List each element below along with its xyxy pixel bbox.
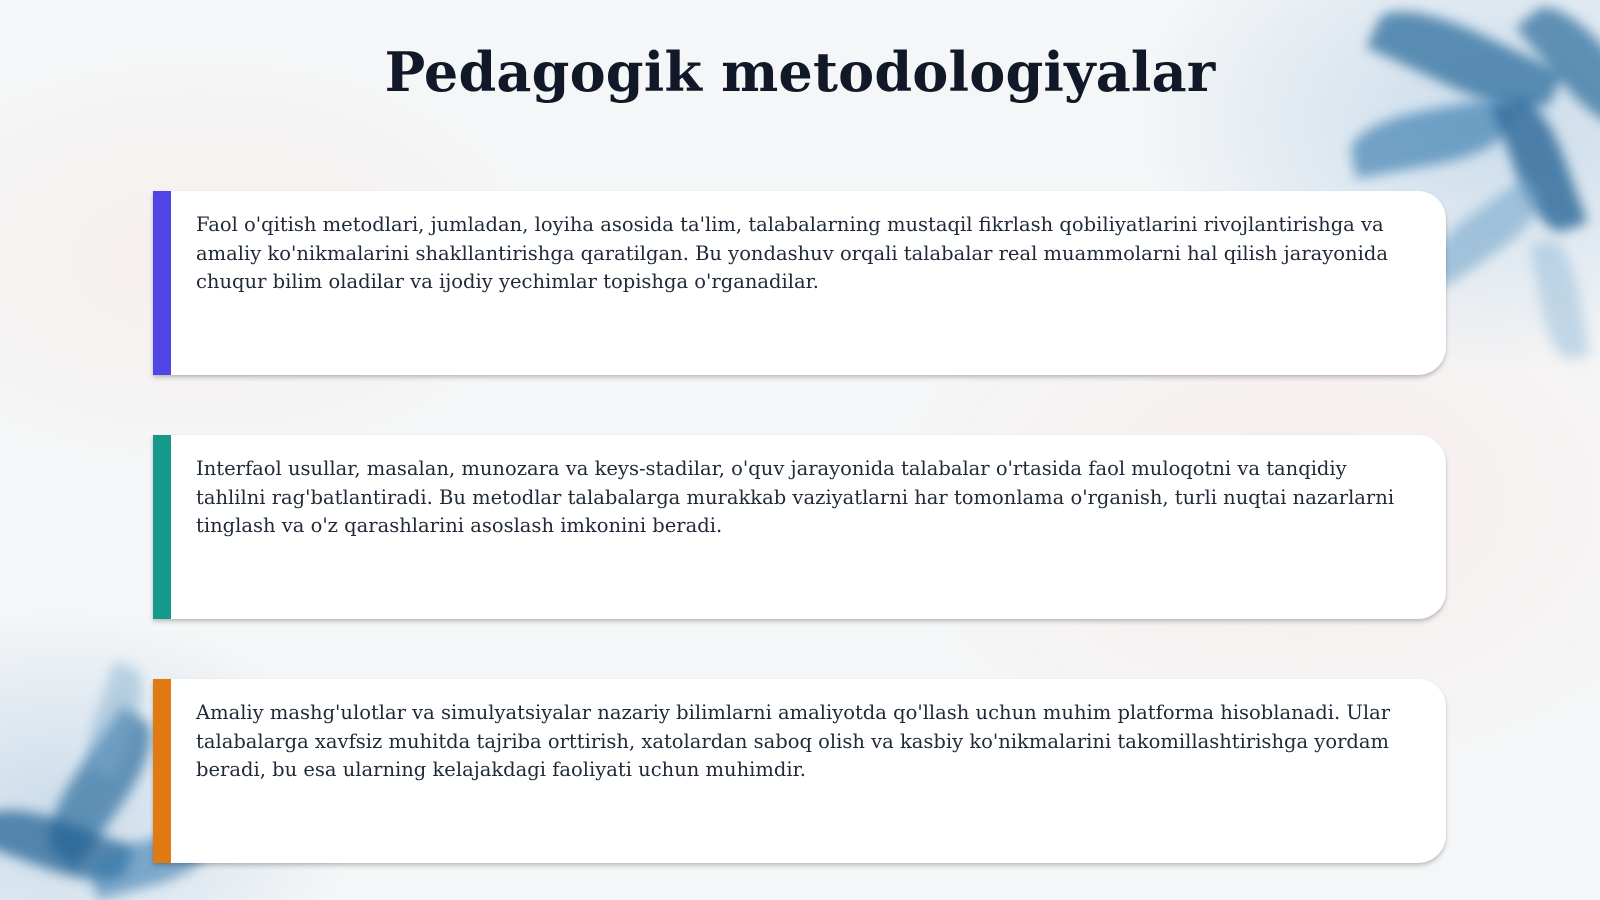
card-accent-bar [153, 191, 171, 375]
card-text: Interfaol usullar, masalan, munozara va keys-stadilar, o'quv jarayonida talabalar o'rtasida faol muloqotni va tanqidiy tahlilni rag'batlantiradi. Bu metodlar talabalarga murakkab vaziyatlarni har tomonlama o'rganish, turli nuqtai nazarlarni tinglash va o'z qarashlarini asoslash imkonini beradi. [196, 457, 1395, 537]
slide-title: Pedagogik metodologiyalar [384, 40, 1216, 104]
methodology-card [153, 191, 1446, 375]
card-text: Faol o'qitish metodlari, jumladan, loyiha asosida ta'lim, talabalarning mustaqil fikrlash qobiliyatlarini rivojlantirishga va amaliy ko'nikmalarini shakllantirishga qaratilgan. Bu yondashuv orqali talabalar real muammolarni hal qilish jarayonida chuqur bilim oladilar va ijodiy yechimlar topishga o'rganadilar. [196, 213, 1388, 293]
methodology-card [153, 435, 1446, 619]
card-accent-bar [153, 679, 171, 863]
methodology-card [153, 679, 1446, 863]
card-text: Amaliy mashg'ulotlar va simulyatsiyalar nazariy bilimlarni amaliyotda qo'llash uchun muhim platforma hisoblanadi. Ular talabalarga xavfsiz muhitda tajriba orttirish, xatolardan saboq olish va kasbiy ko'nikmalarini takomillashtirishga yordam beradi, bu esa ularning kelajakdagi faoliyati uchun muhimdir. [196, 701, 1391, 781]
leaf-decoration [1346, 97, 1513, 179]
leaf-decoration [1530, 237, 1590, 362]
card-accent-bar [153, 435, 171, 619]
